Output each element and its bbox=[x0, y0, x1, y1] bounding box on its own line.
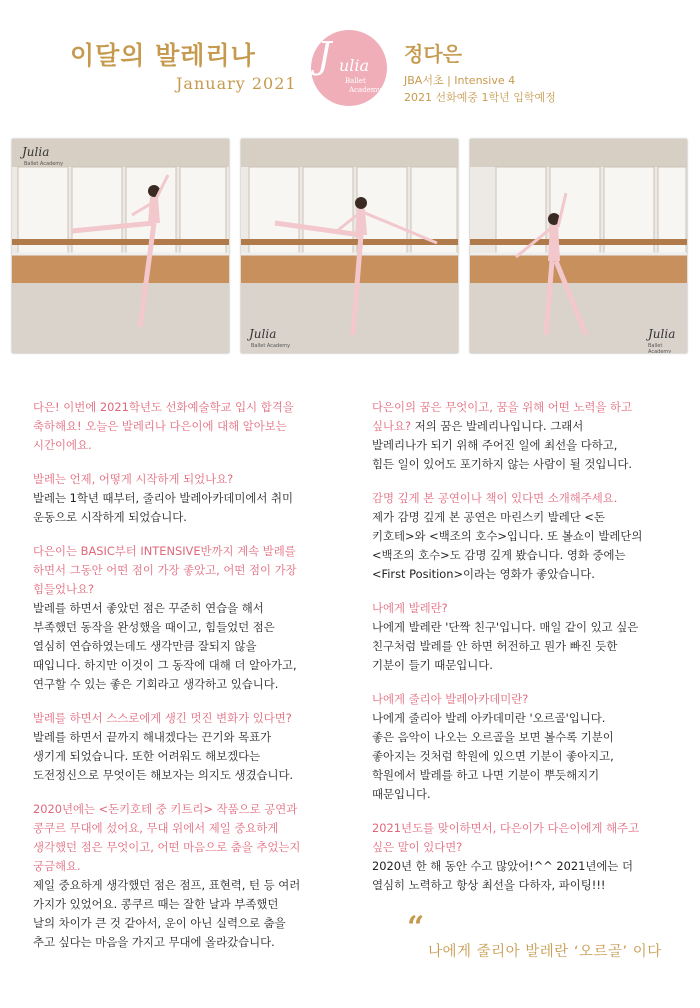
photo-1 bbox=[12, 139, 229, 353]
qa-stage bbox=[33, 800, 333, 952]
academy-logo bbox=[311, 30, 387, 106]
question-line: 2020년에는 <돈키호테 중 키트리> 작품으로 공연과 bbox=[33, 802, 298, 816]
answer-line: 친구처럼 발레를 안 하면 허전하고 뭔가 빠진 듯한 bbox=[372, 639, 618, 653]
intro-line: 축하해요! 오늘은 발레리나 다은이에 대해 알아보는 bbox=[33, 419, 287, 433]
qa-good-hard bbox=[33, 542, 333, 694]
question-line: 생각했던 점은 무엇이고, 어떤 마음으로 춤을 추었는지 bbox=[33, 840, 301, 854]
answer-line: 기분이 들기 때문입니다. bbox=[372, 658, 493, 672]
question-line: 발레는 언제, 어떻게 시작하게 되었나요? bbox=[33, 472, 234, 486]
question-line: 감명 깊게 본 공연이나 책이 있다면 소개해주세요. bbox=[372, 491, 618, 505]
answer-line: <First Position>이라는 영화가 좋았습니다. bbox=[372, 567, 595, 581]
question-line bbox=[372, 417, 672, 436]
photo-2 bbox=[241, 139, 458, 353]
answer-line: 좋아지는 것처럼 학원에 있으면 기분이 좋아지고, bbox=[372, 749, 614, 763]
dancer-school: 2021 선화예중 1학년 입학예정 bbox=[404, 91, 556, 104]
logo-wordmark: ulia bbox=[339, 56, 370, 75]
dancer-name: 정다은 bbox=[404, 42, 462, 66]
page-title: 이달의 발레리나 bbox=[70, 41, 256, 70]
answer-line: 날의 차이가 큰 것 같아서, 운이 아닌 실력으로 춤을 bbox=[33, 916, 286, 930]
answer-line: 추고 싶다는 마음을 가지고 무대에 올라갔습니다. bbox=[33, 935, 275, 949]
answer-line: 발레는 1학년 때부터, 줄리아 발레아카데미에서 취미 bbox=[33, 491, 294, 505]
logo-sub1: Ballet bbox=[345, 77, 366, 85]
answer-inline: 저의 꿈은 발레리나입니다. 그래서 bbox=[414, 419, 584, 433]
answer-line: 열심히 노력하고 항상 최선을 다하자, 파이팅!!! bbox=[372, 878, 606, 892]
answer-line: 때문입니다. bbox=[372, 787, 431, 801]
answer-line: 제가 감명 깊게 본 공연은 마린스키 발레단 <돈 bbox=[372, 510, 605, 524]
answer-line: 제일 중요하게 생각했던 점은 점프, 표현력, 턴 등 여러 bbox=[33, 878, 301, 892]
qa-dream bbox=[372, 398, 672, 474]
answer-line: 때입니다. 하지만 이것이 그 동작에 대해 더 알아가고, bbox=[33, 658, 297, 672]
answer-line: 나에게 줄리아 발레 아카데미란 '오르골'입니다. bbox=[372, 711, 606, 725]
answer-line: 발레리나가 되기 위해 주어진 일에 최선을 다하고, bbox=[372, 438, 618, 452]
question-line-end: 싶나요? bbox=[372, 419, 412, 433]
quote-mark-icon: “ bbox=[407, 910, 425, 945]
answer-line: 2020년 한 해 동안 수고 많았어!^^ 2021년에는 더 bbox=[372, 859, 634, 873]
answer-line: 생기게 되었습니다. 또한 어려워도 해보겠다는 bbox=[33, 749, 261, 763]
logo-sub2: Academy bbox=[349, 86, 382, 94]
photo-3 bbox=[470, 139, 687, 353]
answer-line: 부족했던 동작을 완성했을 때이고, 힘들었던 점은 bbox=[33, 620, 275, 634]
question-line: 다은이는 BASIC부터 INTENSIVE반까지 계속 발레를 bbox=[33, 544, 296, 558]
qa-message bbox=[372, 819, 672, 895]
answer-line: 가지가 있었어요. 콩쿠르 때는 잘한 날과 부족했던 bbox=[33, 897, 279, 911]
answer-line: 발레를 하면서 좋았던 점은 꾸준히 연습을 해서 bbox=[33, 601, 264, 615]
answer-line: 힘든 일이 있어도 포기하지 않는 사람이 될 것입니다. bbox=[372, 457, 633, 471]
question-line: 2021년도를 맞이하면서, 다은이가 다은이에게 해주고 bbox=[372, 821, 640, 835]
answer-line: 좋은 음악이 나오는 오르골을 보면 볼수록 기분이 bbox=[372, 730, 614, 744]
answer-line: 나에게 발레란 '단짝 친구'입니다. 매일 같이 있고 싶은 bbox=[372, 620, 639, 634]
photo-logo-sub: Ballet Academy bbox=[24, 161, 64, 167]
intro-line: 시간이에요. bbox=[33, 438, 92, 452]
answer-line: <백조의 호수>도 감명 깊게 봤습니다. 영화 중에는 bbox=[372, 548, 626, 562]
question-line: 싶은 말이 있다면? bbox=[372, 840, 463, 854]
answer-line: 학원에서 발레를 하고 나면 기분이 뿌듯해지기 bbox=[372, 768, 600, 782]
intro bbox=[33, 398, 333, 455]
question-line: 힘들었나요? bbox=[33, 582, 95, 596]
answer-line: 연구할 수 있는 좋은 기회라고 생각하고 있습니다. bbox=[33, 677, 279, 691]
right-column bbox=[372, 398, 672, 910]
intro-line: 다은! 이번에 2021학년도 선화예술학교 입시 합격을 bbox=[33, 400, 294, 414]
answer-line: 열심히 연습하였는데도 생각만큼 잘되지 않을 bbox=[33, 639, 257, 653]
photo-logo: Julia bbox=[22, 145, 50, 159]
photo-logo: Julia bbox=[249, 327, 277, 341]
answer-line: 도전정신으로 무엇이든 해보자는 의지도 생겼습니다. bbox=[33, 768, 294, 782]
logo-letter: J bbox=[317, 36, 332, 77]
photo-logo: Julia bbox=[648, 327, 676, 341]
photo-logo-sub: Ballet Academy bbox=[648, 343, 672, 353]
answer-line: 발레를 하면서 끝까지 해내겠다는 끈기와 목표가 bbox=[33, 730, 272, 744]
answer-line: 운동으로 시작하게 되었습니다. bbox=[33, 510, 187, 524]
qa-change bbox=[33, 709, 333, 785]
header bbox=[0, 0, 700, 120]
qa-ballet-is bbox=[372, 599, 672, 675]
question-line: 발레를 하면서 스스로에게 생긴 멋진 변화가 있다면? bbox=[33, 711, 292, 725]
answer-line: 키호테>와 <백조의 호수>입니다. 또 볼쇼이 발레단의 bbox=[372, 529, 643, 543]
question-line: 나에게 줄리아 발레아카데미란? bbox=[372, 692, 529, 706]
question-line: 나에게 발레란? bbox=[372, 601, 448, 615]
qa-start bbox=[33, 470, 333, 527]
qa-impressive bbox=[372, 489, 672, 584]
question-line: 궁금해요. bbox=[33, 859, 81, 873]
question-line: 다은이의 꿈은 무엇이고, 꿈을 위해 어떤 노력을 하고 bbox=[372, 400, 633, 414]
question-line: 콩쿠르 무대에 섰어요, 무대 위에서 제일 중요하게 bbox=[33, 821, 279, 835]
issue-date: January 2021 bbox=[176, 74, 297, 93]
photo-logo-sub: Ballet Academy bbox=[251, 343, 291, 349]
qa-academy-is bbox=[372, 690, 672, 804]
question-line: 하면서 그동안 어떤 점이 가장 좋았고, 어떤 점이 가장 bbox=[33, 563, 297, 577]
dancer-class: JBA서초 | Intensive 4 bbox=[404, 74, 516, 87]
pull-quote: 나에게 줄리아 발레란 ‘오르골’ 이다 bbox=[428, 944, 662, 960]
left-column bbox=[33, 398, 333, 967]
